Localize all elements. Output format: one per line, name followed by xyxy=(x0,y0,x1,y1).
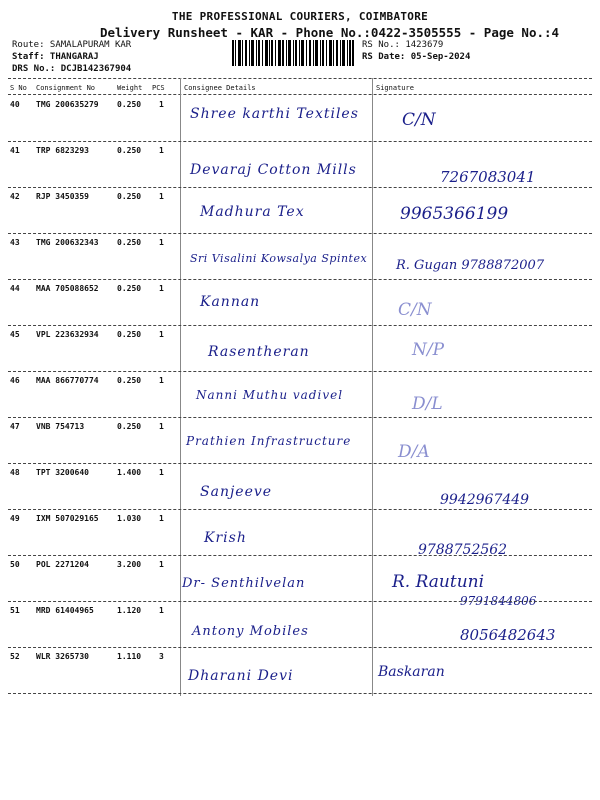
row-weight: 1.110 xyxy=(117,652,142,661)
row-signature: C/N xyxy=(398,300,432,320)
table-row xyxy=(0,372,600,418)
row-consignment-no: TRP 6823293 xyxy=(36,146,89,155)
row-weight: 0.250 xyxy=(117,238,142,247)
row-consignment-no: VPL 223632934 xyxy=(36,330,99,339)
row-weight: 0.250 xyxy=(117,100,142,109)
barcode xyxy=(232,40,354,66)
runsheet-title: Delivery Runsheet - KAR - Phone No.:0422-3505555 - Page No.:4 xyxy=(100,25,560,40)
row-signature: D/L xyxy=(412,394,443,414)
row-consignee: Shree karthi Textiles xyxy=(190,106,359,122)
table-row xyxy=(0,234,600,280)
row-weight: 0.250 xyxy=(117,284,142,293)
row-sno: 49 xyxy=(10,514,20,523)
row-sno: 52 xyxy=(10,652,20,661)
row-consignment-no: TPT 3200640 xyxy=(36,468,89,477)
row-consignee: Kannan xyxy=(200,294,261,310)
row-weight: 1.120 xyxy=(117,606,142,615)
row-sno: 46 xyxy=(10,376,20,385)
row-pcs: 1 xyxy=(159,330,164,339)
row-pcs: 1 xyxy=(159,100,164,109)
table-row xyxy=(0,142,600,188)
column-header-pcs: PCS xyxy=(152,84,165,92)
row-pcs: 1 xyxy=(159,238,164,247)
row-consignment-no: TMG 200635279 xyxy=(36,100,99,109)
row-signature: 9965366199 xyxy=(400,204,509,224)
row-consignment-no: WLR 3265730 xyxy=(36,652,89,661)
row-consignee: Dr- Senthilvelan xyxy=(182,576,306,591)
row-sno: 50 xyxy=(10,560,20,569)
route-label: Route: SAMALAPURAM KAR xyxy=(12,40,132,50)
row-pcs: 1 xyxy=(159,514,164,523)
row-consignee: Nanni Muthu vadivel xyxy=(196,388,344,402)
row-signature-secondary: 9791844806 xyxy=(460,594,537,608)
table-row xyxy=(0,188,600,234)
row-sno: 43 xyxy=(10,238,20,247)
row-pcs: 1 xyxy=(159,192,164,201)
row-sno: 51 xyxy=(10,606,20,615)
table-row xyxy=(0,326,600,372)
row-consignee: Sri Visalini Kowsalya Spintex xyxy=(190,252,368,265)
row-consignee: Dharani Devi xyxy=(188,668,294,684)
row-signature: N/P xyxy=(412,340,445,360)
row-consignee: Rasentheran xyxy=(208,344,310,360)
row-weight: 0.250 xyxy=(117,422,142,431)
row-weight: 0.250 xyxy=(117,330,142,339)
row-consignment-no: POL 2271204 xyxy=(36,560,89,569)
column-header-sno: S No xyxy=(10,84,27,92)
row-consignment-no: IXM 507029165 xyxy=(36,514,99,523)
row-consignee: Krish xyxy=(204,530,247,546)
row-weight: 0.250 xyxy=(117,146,142,155)
table-row xyxy=(0,510,600,556)
row-signature-secondary: 7267083041 xyxy=(440,168,536,186)
table-row xyxy=(0,280,600,326)
row-consignment-no: TMG 200632343 xyxy=(36,238,99,247)
table-top-rule xyxy=(8,78,592,79)
row-pcs: 1 xyxy=(159,606,164,615)
table-row xyxy=(0,418,600,464)
row-signature: 8056482643 xyxy=(460,626,556,644)
row-consignee: Devaraj Cotton Mills xyxy=(190,162,357,178)
row-signature: C/N xyxy=(402,110,436,130)
drs-number: DRS No.: DCJB142367904 xyxy=(12,64,132,74)
table-row xyxy=(0,556,600,608)
column-header-consignment: Consignment No xyxy=(36,84,96,92)
row-consignment-no: MAA 866770774 xyxy=(36,376,99,385)
row-consignment-no: MAA 705088652 xyxy=(36,284,99,293)
column-header-weight: Weight xyxy=(117,84,143,92)
row-pcs: 1 xyxy=(159,146,164,155)
row-consignee: Prathien Infrastructure xyxy=(186,434,352,448)
row-weight: 1.030 xyxy=(117,514,142,523)
row-weight: 0.250 xyxy=(117,376,142,385)
row-signature: 9788752562 xyxy=(418,542,508,558)
row-sno: 45 xyxy=(10,330,20,339)
table-row xyxy=(0,648,600,694)
header-bottom-rule xyxy=(8,94,592,95)
row-sno: 47 xyxy=(10,422,20,431)
rs-date: RS Date: 05-Sep-2024 xyxy=(362,52,471,62)
row-pcs: 1 xyxy=(159,468,164,477)
row-weight: 3.200 xyxy=(117,560,142,569)
row-pcs: 1 xyxy=(159,560,164,569)
column-header-signature: Signature xyxy=(376,84,414,92)
table-row xyxy=(0,602,600,648)
row-sno: 48 xyxy=(10,468,20,477)
row-weight: 1.400 xyxy=(117,468,142,477)
row-sno: 40 xyxy=(10,100,20,109)
table-row xyxy=(0,96,600,142)
row-consignment-no: VNB 754713 xyxy=(36,422,85,431)
row-consignee: Sanjeeve xyxy=(200,484,273,500)
row-signature: 9942967449 xyxy=(440,492,530,508)
row-signature: D/A xyxy=(398,442,430,462)
row-consignment-no: RJP 3450359 xyxy=(36,192,89,201)
row-weight: 0.250 xyxy=(117,192,142,201)
row-pcs: 1 xyxy=(159,284,164,293)
row-signature: R. Gugan 9788872007 xyxy=(396,258,545,273)
table-row xyxy=(0,464,600,510)
row-sno: 42 xyxy=(10,192,20,201)
row-consignment-no: MRD 61404965 xyxy=(36,606,94,615)
staff-label: Staff: THANGARAJ xyxy=(12,52,99,62)
rs-number: RS No.: 1423679 xyxy=(362,40,444,50)
row-sno: 41 xyxy=(10,146,20,155)
row-pcs: 3 xyxy=(159,652,164,661)
company-title: THE PROFESSIONAL COURIERS, COIMBATORE xyxy=(171,10,429,23)
row-pcs: 1 xyxy=(159,422,164,431)
row-signature: R. Rautuni xyxy=(392,572,485,592)
row-consignee: Antony Mobiles xyxy=(192,624,309,639)
row-sno: 44 xyxy=(10,284,20,293)
column-header-consignee: Consignee Details xyxy=(184,84,256,92)
row-signature: Baskaran xyxy=(378,664,445,680)
row-consignee: Madhura Tex xyxy=(200,204,305,220)
row-divider xyxy=(8,693,592,694)
row-pcs: 1 xyxy=(159,376,164,385)
